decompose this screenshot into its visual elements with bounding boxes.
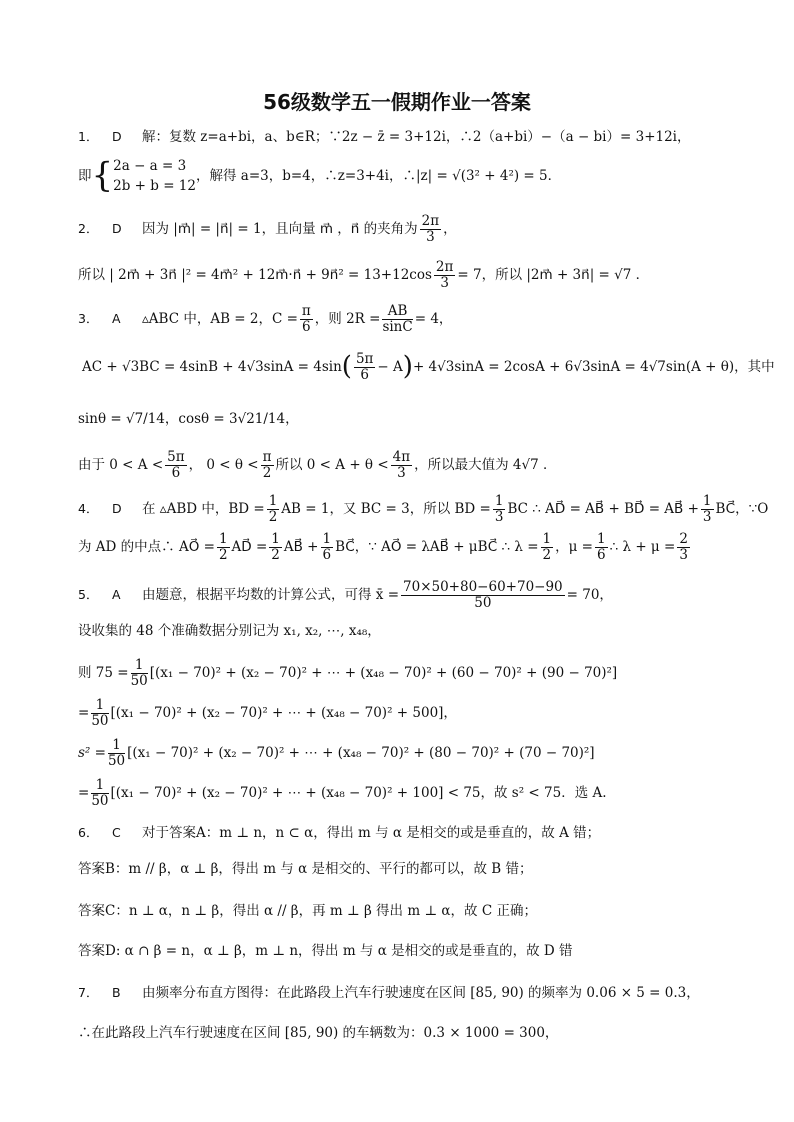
- q4-text-1c: BC ∴ AD⃗ = AB⃗ + BD⃗ = AB⃗ +: [507, 500, 699, 517]
- denominator: 2: [542, 546, 552, 563]
- q1-text-2b: ，解得 a=3，b=4，∴z=3+4i，∴|z| = √(3² + 4²) = 5．: [195, 167, 562, 184]
- q2-text-2b: = 7，所以 |2m⃗ + 3n⃗| = √7 ．: [457, 266, 650, 283]
- q1-line-1: [78, 130, 728, 146]
- paren-open: (: [341, 351, 352, 382]
- q3-text-4b: ， 0 < θ <: [188, 456, 259, 473]
- q5-line-5: [78, 738, 728, 769]
- q7-line-1: [78, 986, 728, 1002]
- q4-fraction-g4: [541, 532, 554, 563]
- q1-text-1: 解：复数 z=a+bi，a、b∈R；∵2z − z̄ = 3+12i，∴2（a+bi）−（a − bi）= 3+12i，: [142, 129, 691, 145]
- q1-number: 1．: [78, 129, 99, 144]
- q3-fraction-theta: [261, 450, 274, 481]
- q5-number: 5．: [78, 586, 99, 602]
- q6-line-1: [78, 826, 728, 842]
- numerator: 1: [268, 493, 278, 509]
- q2-line-1: [78, 214, 728, 245]
- numerator: 1: [702, 493, 712, 509]
- q5-text-2: 设收集的 48 个准确数据分别记为 x₁, x₂, ⋯, x₄₈，: [78, 623, 381, 639]
- numerator: 1: [108, 738, 125, 754]
- paren-close: ): [402, 351, 413, 382]
- q4-fraction-3: [701, 494, 714, 525]
- q7-line-2: [78, 1026, 728, 1042]
- q5-text-4b: [(x₁ − 70)² + (x₂ − 70)² + ⋯ + (x₄₈ − 70)² + 500]，: [110, 704, 457, 721]
- q3-fraction-sum: [391, 450, 412, 481]
- q4-fraction-g3: [321, 532, 334, 563]
- q4-number: 4．: [78, 500, 99, 516]
- q7-answer: B: [112, 985, 121, 1000]
- numerator: AB: [382, 304, 412, 320]
- q5-text-3b: [(x₁ − 70)² + (x₂ − 70)² + ⋯ + (x₄₈ − 70)² + (60 − 70)² + (90 − 70)²]: [149, 664, 618, 681]
- q3-number: 3．: [78, 310, 99, 326]
- denominator: 6: [302, 318, 311, 335]
- q2-line-2: [78, 260, 728, 291]
- q6-answer: C: [112, 825, 121, 840]
- numerator: π: [301, 303, 311, 319]
- q6-number: 6．: [78, 825, 99, 840]
- q5-line-4: [78, 698, 728, 729]
- q4-answer: D: [112, 500, 122, 516]
- document-title: 56级数学五一假期作业一答案: [263, 90, 531, 114]
- q5-fraction-l5: [108, 738, 125, 769]
- denominator: 50: [130, 672, 148, 689]
- q3-text-2a: AC + √3BC = 4sinB + 4√3sinA = 4sin: [82, 358, 342, 375]
- denominator: 2: [271, 546, 280, 563]
- q5-text-3a: 则 75 =: [78, 664, 129, 681]
- q5-text-1b: = 70，: [566, 586, 613, 603]
- denominator: 3: [440, 274, 449, 291]
- numerator: 2: [679, 531, 688, 547]
- numerator: 4π: [392, 449, 411, 465]
- numerator: 1: [91, 778, 108, 794]
- q3-text-2c: + 4√3sinA = 2cosA + 6√3sinA = 4√7sin(A + θ)，其中: [412, 358, 775, 375]
- q3-line-3: [78, 412, 728, 428]
- q6-text-3: 答案C：n ⊥ α，n ⊥ β，得出 α // β，再 m ⊥ β 得出 m ⊥ α，故 C 正确；: [78, 903, 537, 919]
- q3-text-4d: ，所以最大值为 4√7 ．: [414, 456, 557, 473]
- q5-text-6a: =: [78, 784, 90, 801]
- q4-fraction-2: [493, 494, 506, 525]
- denominator: 2: [218, 546, 228, 563]
- q3-text-1c: = 4，: [414, 310, 453, 327]
- q1-text-2a: 即: [78, 167, 92, 184]
- q2-text-1a: 因为 |m⃗| = |n⃗| = 1，且向量 m⃗ ，n⃗ 的夹角为: [142, 220, 418, 237]
- q4-line-2: [78, 532, 728, 563]
- q5-text-1a: 由题意，根据平均数的计算公式，可得 x̄ =: [142, 586, 400, 603]
- numerator: 2π: [435, 259, 454, 275]
- q4-line-1: [78, 493, 769, 525]
- q3-fraction-a: [165, 450, 186, 481]
- q5-text-5a: s² =: [78, 744, 106, 761]
- q5-fraction-l3: [131, 658, 148, 689]
- numerator: 1: [131, 658, 148, 674]
- q5-text-6b: [(x₁ − 70)² + (x₂ − 70)² + ⋯ + (x₄₈ − 70)² + 100] < 75，故 s² < 75．选 A.: [110, 784, 607, 801]
- q3-answer: A: [112, 310, 121, 326]
- q2-text-1b: ，: [443, 220, 457, 237]
- denominator: 3: [494, 508, 504, 525]
- q5-line-2: [78, 624, 728, 640]
- q3-text-4a: 由于 0 < A <: [78, 456, 164, 473]
- q5-text-5b: [(x₁ − 70)² + (x₂ − 70)² + ⋯ + (x₄₈ − 70)² + (80 − 70)² + (70 − 70)²]: [127, 744, 595, 761]
- denominator: 6: [360, 366, 369, 383]
- q7-number: 7．: [78, 985, 99, 1000]
- numerator: 1: [91, 698, 108, 714]
- denominator: 3: [426, 228, 435, 245]
- q5-line-1: [78, 580, 728, 611]
- denominator: 2: [262, 464, 272, 481]
- q1-line-2: [78, 156, 728, 197]
- q5-line-6: [78, 778, 728, 809]
- numerator: 1: [322, 531, 332, 547]
- q4-text-2b: AD⃗ =: [231, 538, 268, 555]
- q3-line-4: [78, 450, 728, 481]
- q4-text-2c: AB⃗ +: [283, 538, 319, 555]
- q4-text-2e: ，μ =: [555, 538, 593, 555]
- denominator: 3: [702, 508, 712, 525]
- q3-line-1: [78, 304, 728, 335]
- denominator: 6: [171, 464, 181, 481]
- q3-text-1a: ▵ABC 中，AB = 2，C =: [142, 310, 298, 327]
- numerator: 1: [494, 493, 504, 509]
- q3-text-3: sinθ = √7/14，cosθ = 3√21/14，: [78, 411, 299, 427]
- q4-fraction-g6: [677, 532, 690, 563]
- denominator: 6: [597, 546, 606, 563]
- q4-text-1a: 在 ▵ABD 中，BD =: [142, 500, 265, 517]
- numerator: 2π: [421, 213, 440, 229]
- q4-text-1b: AB = 1，又 BC = 3，所以 BD =: [281, 500, 491, 517]
- denominator: 50: [91, 792, 109, 809]
- q7-text-1: 由频率分布直方图得：在此路段上汽车行驶速度在区间 [85, 90) 的频率为 0.06 × 5 = 0.3，: [142, 985, 700, 1001]
- q3-fraction-r: [382, 304, 412, 335]
- q6-line-4: [78, 944, 728, 960]
- q1-equation-system: [113, 156, 196, 197]
- numerator: 1: [218, 531, 228, 547]
- q2-fraction-angle: [420, 214, 441, 245]
- q1-brace: {: [91, 155, 114, 196]
- q4-text-1d: BC⃗，∵O: [715, 500, 769, 517]
- q5-fraction-mean: [401, 580, 565, 611]
- q4-fraction-g5: [595, 532, 608, 563]
- q3-text-1b: ，则 2R =: [314, 310, 381, 327]
- q7-text-2: ∴在此路段上汽车行驶速度在区间 [85, 90) 的车辆数为：0.3 × 1000 = 300，: [78, 1025, 559, 1041]
- q5-line-3: [78, 658, 728, 689]
- numerator: 1: [542, 531, 552, 547]
- q5-answer: A: [112, 586, 121, 602]
- denominator: sinC: [382, 318, 413, 335]
- q2-fraction-cos: [434, 260, 455, 291]
- numerator: 1: [597, 531, 606, 547]
- q6-line-2: [78, 862, 728, 878]
- denominator: 50: [91, 712, 109, 729]
- q2-answer: D: [112, 220, 122, 236]
- q6-text-1: 对于答案A：m ⊥ n，n ⊂ α，得出 m 与 α 是相交的或是垂直的，故 A 错；: [142, 825, 601, 841]
- denominator: 3: [679, 546, 688, 563]
- denominator: 50: [474, 594, 492, 611]
- q5-fraction-l4: [91, 698, 108, 729]
- q1-answer: D: [112, 129, 122, 144]
- q6-text-2: 答案B：m // β，α ⊥ β，得出 m 与 α 是相交的、平行的都可以，故 B 错；: [78, 861, 533, 877]
- numerator: 1: [271, 531, 280, 547]
- denominator: 50: [107, 752, 126, 769]
- q3-text-2b: − A: [377, 358, 403, 375]
- q5-fraction-l6: [91, 778, 108, 809]
- q3-fraction-c: [300, 304, 313, 335]
- q4-fraction-1: [267, 494, 280, 525]
- q3-text-4c: 所以 0 < A + θ <: [275, 456, 389, 473]
- numerator: 5π: [167, 449, 185, 465]
- q4-text-2a: 为 AD 的中点∴ AO⃗ =: [78, 538, 215, 555]
- q3-line-2: [82, 351, 775, 383]
- q2-text-2a: 所以 | 2m⃗ + 3n⃗ |² = 4m⃗² + 12m⃗·n⃗ + 9n⃗² = 13+12cos: [78, 266, 432, 283]
- q4-fraction-g2: [269, 532, 282, 563]
- denominator: 2: [268, 508, 278, 525]
- q1-equation-2: 2b + b = 12: [113, 178, 196, 195]
- q4-fraction-g1: [217, 532, 230, 563]
- q5-text-4a: =: [78, 704, 90, 721]
- numerator: 5π: [355, 351, 374, 367]
- q6-line-3: [78, 904, 728, 920]
- q6-text-4: 答案D: α ∩ β = n，α ⊥ β，m ⊥ n，得出 m 与 α 是相交的或是垂直的，故 D 错: [78, 943, 573, 959]
- denominator: 3: [397, 464, 406, 481]
- q4-text-2f: ∴ λ + μ =: [609, 538, 676, 555]
- numerator: π: [262, 449, 272, 465]
- denominator: 6: [322, 546, 332, 563]
- numerator: 70×50+80−60+70−90: [403, 579, 563, 595]
- q4-text-2d: BC⃗，∵ AO⃗ = λAB⃗ + μBC⃗ ∴ λ =: [335, 538, 539, 555]
- q2-number: 2．: [78, 220, 99, 236]
- q3-fraction-5pi6: [354, 352, 375, 383]
- q1-equation-1: 2a − a = 3: [113, 158, 187, 174]
